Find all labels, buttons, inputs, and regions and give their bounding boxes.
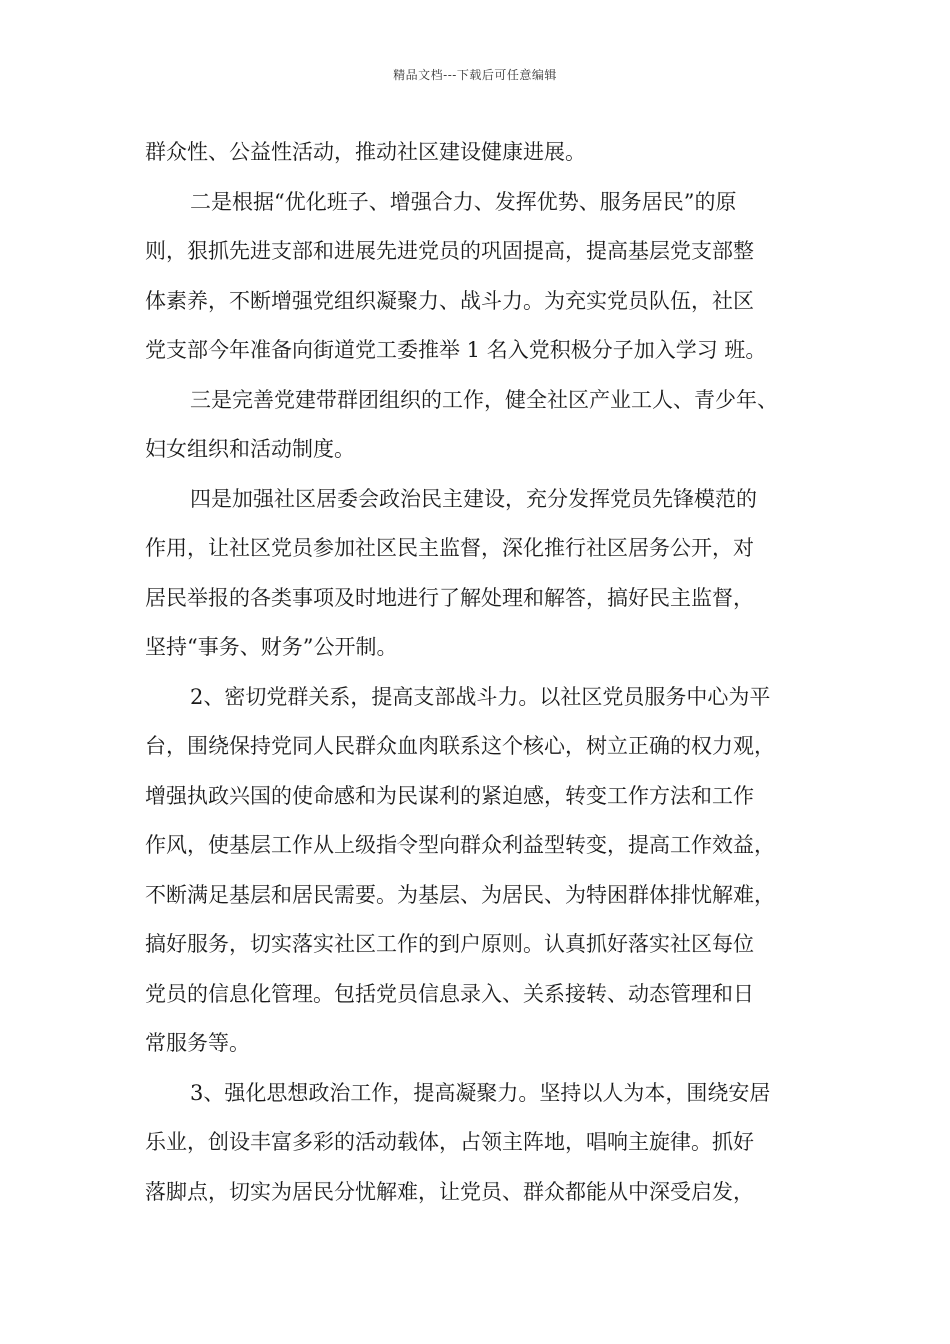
text-line: 搞好服务，切实落实社区工作的到户原则。认真抓好落实社区每位	[145, 932, 754, 956]
text-line: 常服务等。	[145, 1031, 250, 1055]
text-line: 群众性、公益性活动，推动社区建设健康进展。	[145, 140, 586, 164]
text-line: 乐业，创设丰富多彩的活动载体，占领主阵地，唱响主旋律。抓好	[145, 1130, 754, 1154]
page-header: 精品文档---下载后可任意编辑	[393, 68, 557, 82]
text-line: 体素养，不断增强党组织凝聚力、战斗力。为充实党员队伍，社区	[145, 288, 754, 313]
text-line: 三是完善党建带群团组织的工作，健全社区产业工人、青少年、	[190, 387, 778, 412]
text-line: 坚持“事务、财务”公开制。	[145, 635, 398, 659]
text-line: 3、强化思想政治工作，提高凝聚力。坚持以人为本，围绕安居	[190, 1080, 771, 1105]
text-line: 作风，使基层工作从上级指令型向群众利益型转变，提高工作效益，	[145, 833, 775, 857]
text-line: 妇女组织和活动制度。	[145, 437, 355, 461]
text-line: 党支部今年准备向街道党工委推举 1 名入党积极分子加入学习 班。	[145, 338, 767, 362]
text-line: 党员的信息化管理。包括党员信息录入、关系接转、动态管理和日	[145, 981, 754, 1006]
text-line: 台，围绕保持党同人民群众血肉联系这个核心，树立正确的权力观，	[145, 734, 775, 758]
text-line: 不断满足基层和居民需要。为基层、为居民、为特困群体排忧解难，	[145, 882, 775, 907]
text-line: 2、密切党群关系，提高支部战斗力。以社区党员服务中心为平	[190, 684, 771, 709]
text-line: 二是根据“优化班子、增强合力、发挥优势、服务居民”的原	[190, 189, 737, 214]
text-line: 作用，让社区党员参加社区民主监督，深化推行社区居务公开，对	[145, 536, 754, 560]
text-line: 居民举报的各类事项及时地进行了解处理和解答，搞好民主监督，	[145, 585, 754, 610]
text-line: 则，狠抓先进支部和进展先进党员的巩固提高，提高基层党支部整	[145, 239, 754, 263]
document-body	[145, 128, 810, 1217]
text-line: 增强执政兴国的使命感和为民谋利的紧迫感，转变工作方法和工作	[145, 783, 754, 808]
text-line: 落脚点，切实为居民分忧解难，让党员、群众都能从中深受启发，	[145, 1179, 754, 1204]
text-line: 四是加强社区居委会政治民主建设，充分发挥党员先锋模范的	[190, 486, 757, 511]
